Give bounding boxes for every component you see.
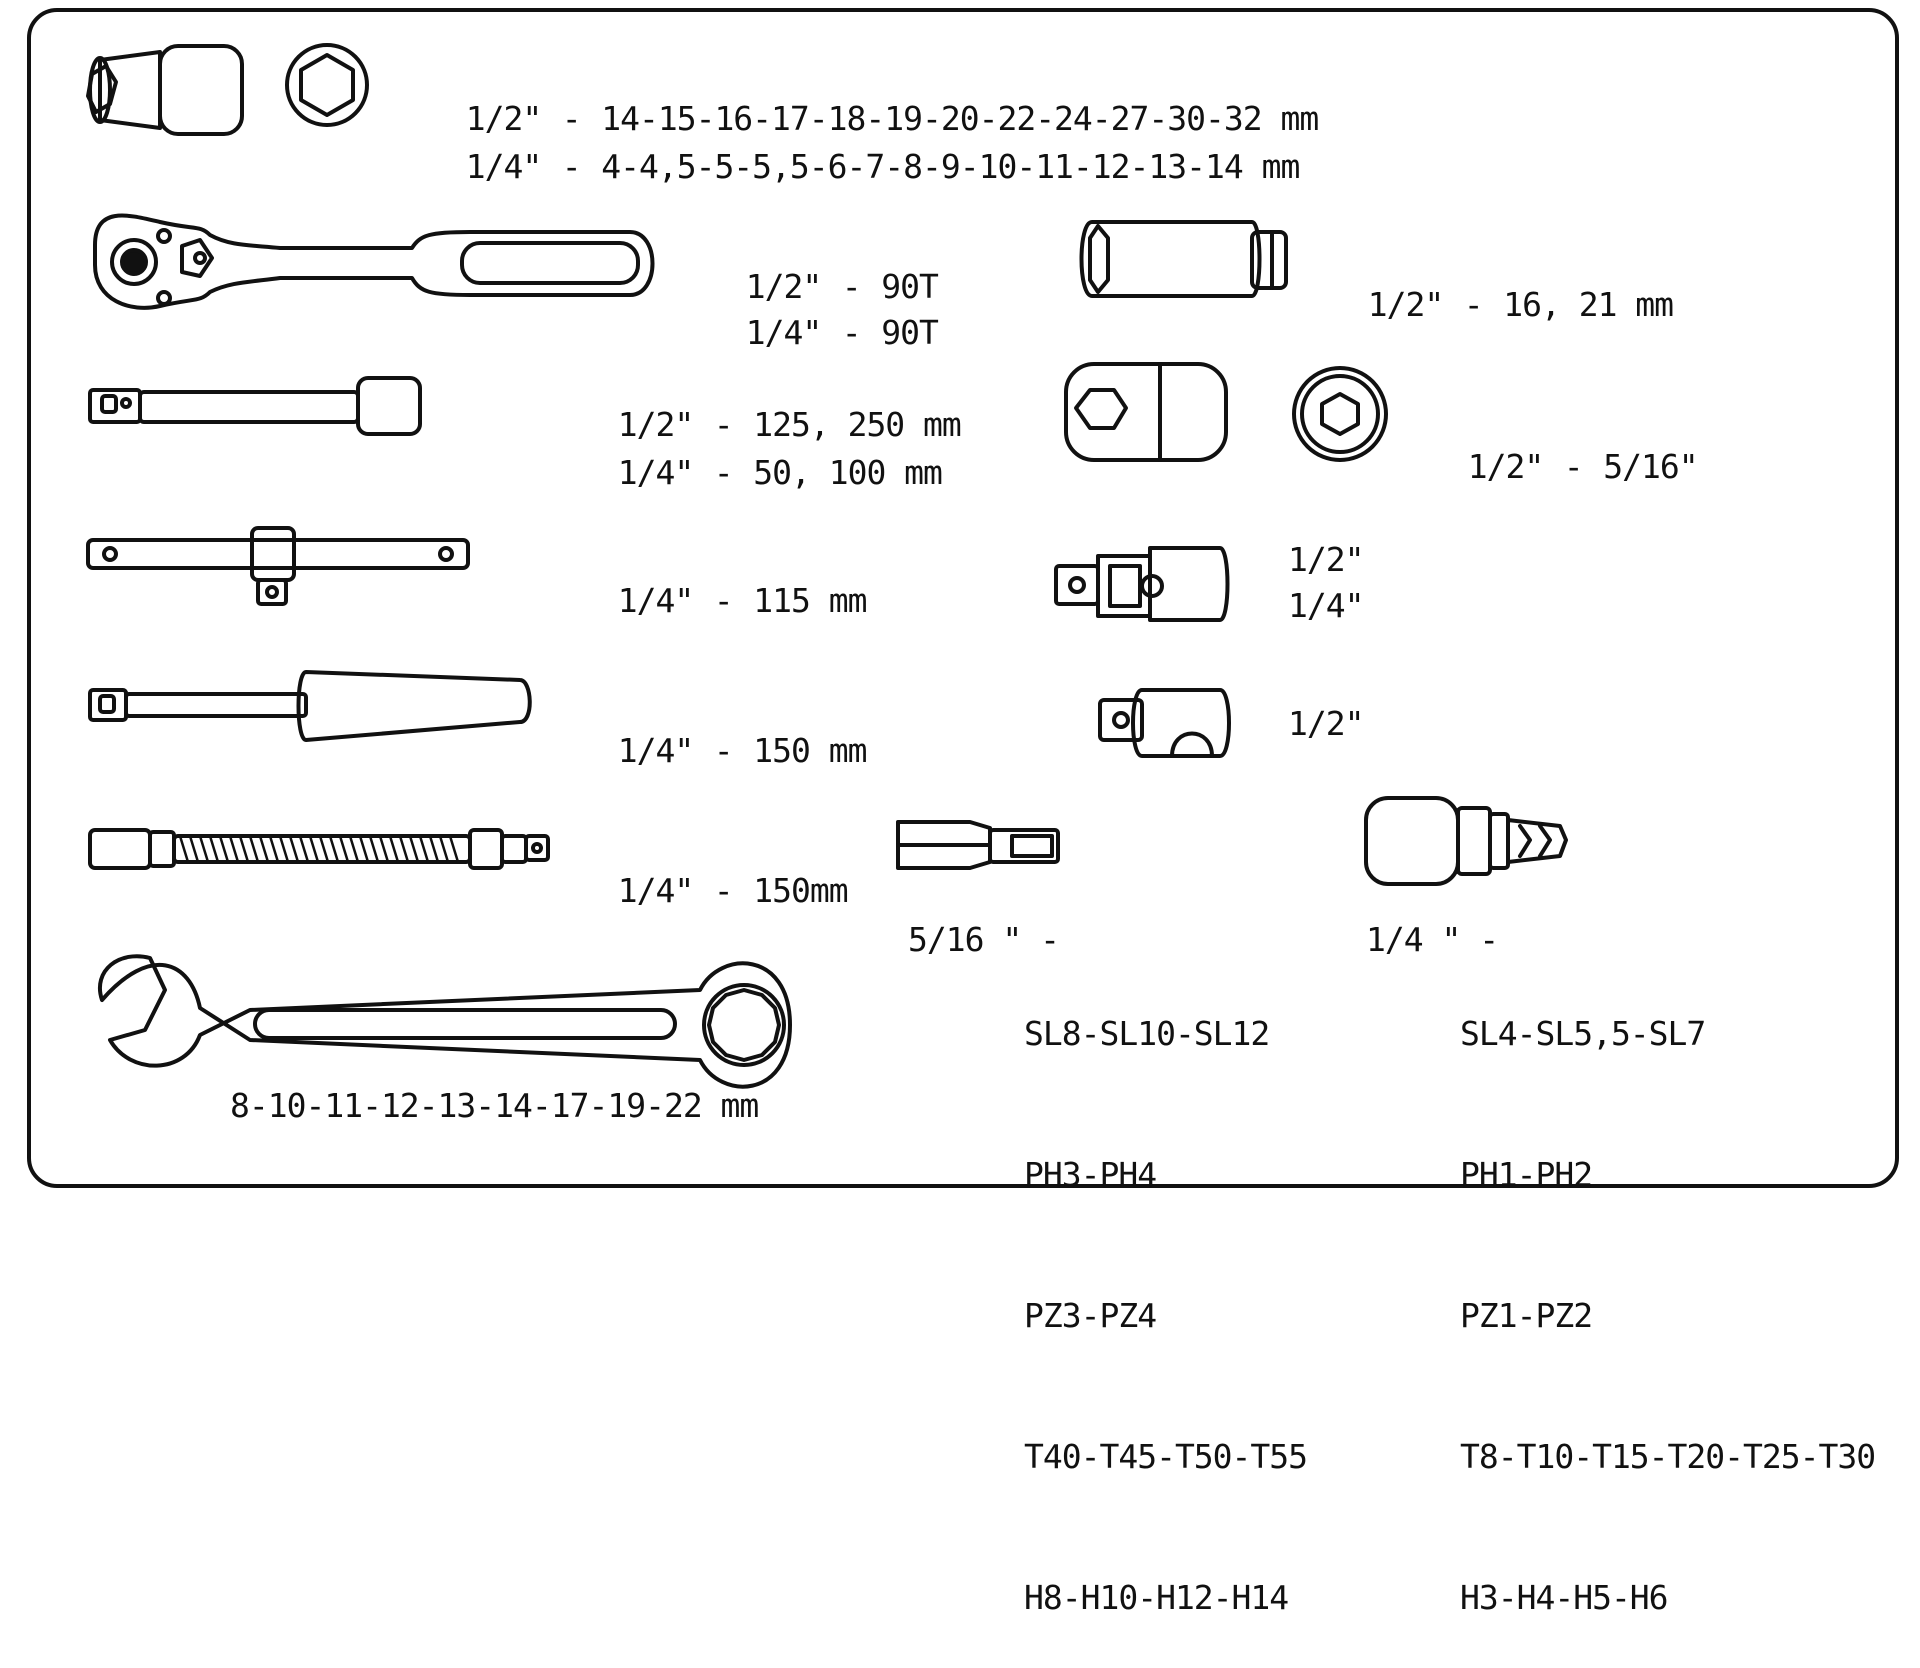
- spinner-handle-label: [580, 680, 866, 774]
- size-values: 50, 100 mm: [753, 453, 942, 492]
- size-label: 1/4": [617, 581, 694, 620]
- socket-end-view-icon: [287, 45, 367, 125]
- separator: -: [713, 453, 733, 492]
- separator: -: [713, 731, 733, 770]
- spark-plug-socket-icon: [1066, 364, 1226, 460]
- bit-row: H8-H10-H12-H14: [1024, 1578, 1289, 1617]
- separator: -: [713, 581, 733, 620]
- size-label: 1/2": [617, 405, 694, 444]
- size-label: 1/4": [617, 731, 694, 770]
- bit-row: SL8-SL10-SL12: [1024, 1014, 1270, 1053]
- sockets-label-quarter-inch: [428, 96, 1299, 190]
- separator: -: [1563, 447, 1583, 486]
- spark-plug-end-view-icon: [1294, 368, 1386, 460]
- ratchet-label-quarter-inch: [708, 262, 938, 356]
- bit-row: T40-T45-T50-T55: [1024, 1437, 1308, 1476]
- bit-row: PH1-PH2: [1460, 1155, 1593, 1194]
- universal-joint-label-half-inch: 1/2": [1288, 540, 1364, 579]
- adapter-icon: [1100, 690, 1229, 756]
- spark-plug-socket-label: [1430, 396, 1698, 490]
- t-bar-label: [580, 530, 866, 624]
- flexible-extension-icon: [90, 830, 548, 868]
- separator: -: [841, 267, 861, 306]
- bit-row: T8-T10-T15-T20-T25-T30: [1460, 1437, 1876, 1476]
- size-label: 1/4": [745, 313, 822, 352]
- separator: -: [841, 313, 861, 352]
- extension-label-quarter-inch: [580, 402, 942, 496]
- size-values: 150 mm: [753, 731, 867, 770]
- bits-1-4-list: [1460, 916, 1875, 1668]
- size-values: 14-15-16-17-18-19-20-22-24-27-30-32 mm: [601, 99, 1319, 138]
- bits-5-16-prefix: 5/16 " -: [908, 920, 1059, 959]
- size-label: 1/2": [1367, 285, 1444, 324]
- screwdriver-bit-icon: [898, 822, 1058, 868]
- size-label: 1/2": [1467, 447, 1544, 486]
- separator: -: [561, 147, 581, 186]
- universal-joint-label-quarter-inch: 1/4": [1288, 586, 1364, 625]
- separator: -: [561, 99, 581, 138]
- t-bar-icon: [88, 528, 468, 604]
- size-values: 90T: [881, 313, 938, 352]
- flexible-extension-label: [580, 820, 848, 914]
- bit-row: PZ1-PZ2: [1460, 1296, 1593, 1335]
- bits-5-16-list: [1024, 916, 1307, 1668]
- bit-row: PZ3-PZ4: [1024, 1296, 1157, 1335]
- separator: -: [1463, 285, 1483, 324]
- adapter-label: 1/2": [1288, 704, 1364, 743]
- size-values: 16, 21 mm: [1503, 285, 1674, 324]
- bit-row: H3-H4-H5-H6: [1460, 1578, 1668, 1617]
- size-values: 125, 250 mm: [753, 405, 961, 444]
- size-label: 1/2": [745, 267, 822, 306]
- universal-joint-icon: [1056, 548, 1228, 620]
- deep-socket-label: [1330, 234, 1673, 328]
- extension-bar-icon: [90, 378, 420, 434]
- size-values: 5/16": [1603, 447, 1698, 486]
- size-values: 90T: [881, 267, 938, 306]
- bit-socket-icon: [1366, 798, 1566, 884]
- size-label: 1/4": [617, 453, 694, 492]
- deep-socket-icon: [1082, 222, 1287, 296]
- size-label: 1/4": [617, 871, 694, 910]
- spinner-handle-icon: [90, 672, 530, 740]
- bit-row: PH3-PH4: [1024, 1155, 1157, 1194]
- socket-icon: [88, 46, 242, 134]
- ratchet-icon: [95, 216, 653, 308]
- size-values: 4-4,5-5-5,5-6-7-8-9-10-11-12-13-14 mm: [601, 147, 1300, 186]
- size-label: 1/4": [465, 147, 542, 186]
- separator: -: [713, 871, 733, 910]
- size-label: 1/2": [465, 99, 542, 138]
- wrench-sizes-label: 8-10-11-12-13-14-17-19-22 mm: [230, 1086, 759, 1125]
- separator: -: [713, 405, 733, 444]
- size-values: 150mm: [753, 871, 848, 910]
- bits-1-4-prefix: 1/4 " -: [1366, 920, 1499, 959]
- size-values: 115 mm: [753, 581, 867, 620]
- combination-wrench-icon: [100, 956, 790, 1086]
- bit-row: SL4-SL5,5-SL7: [1460, 1014, 1706, 1053]
